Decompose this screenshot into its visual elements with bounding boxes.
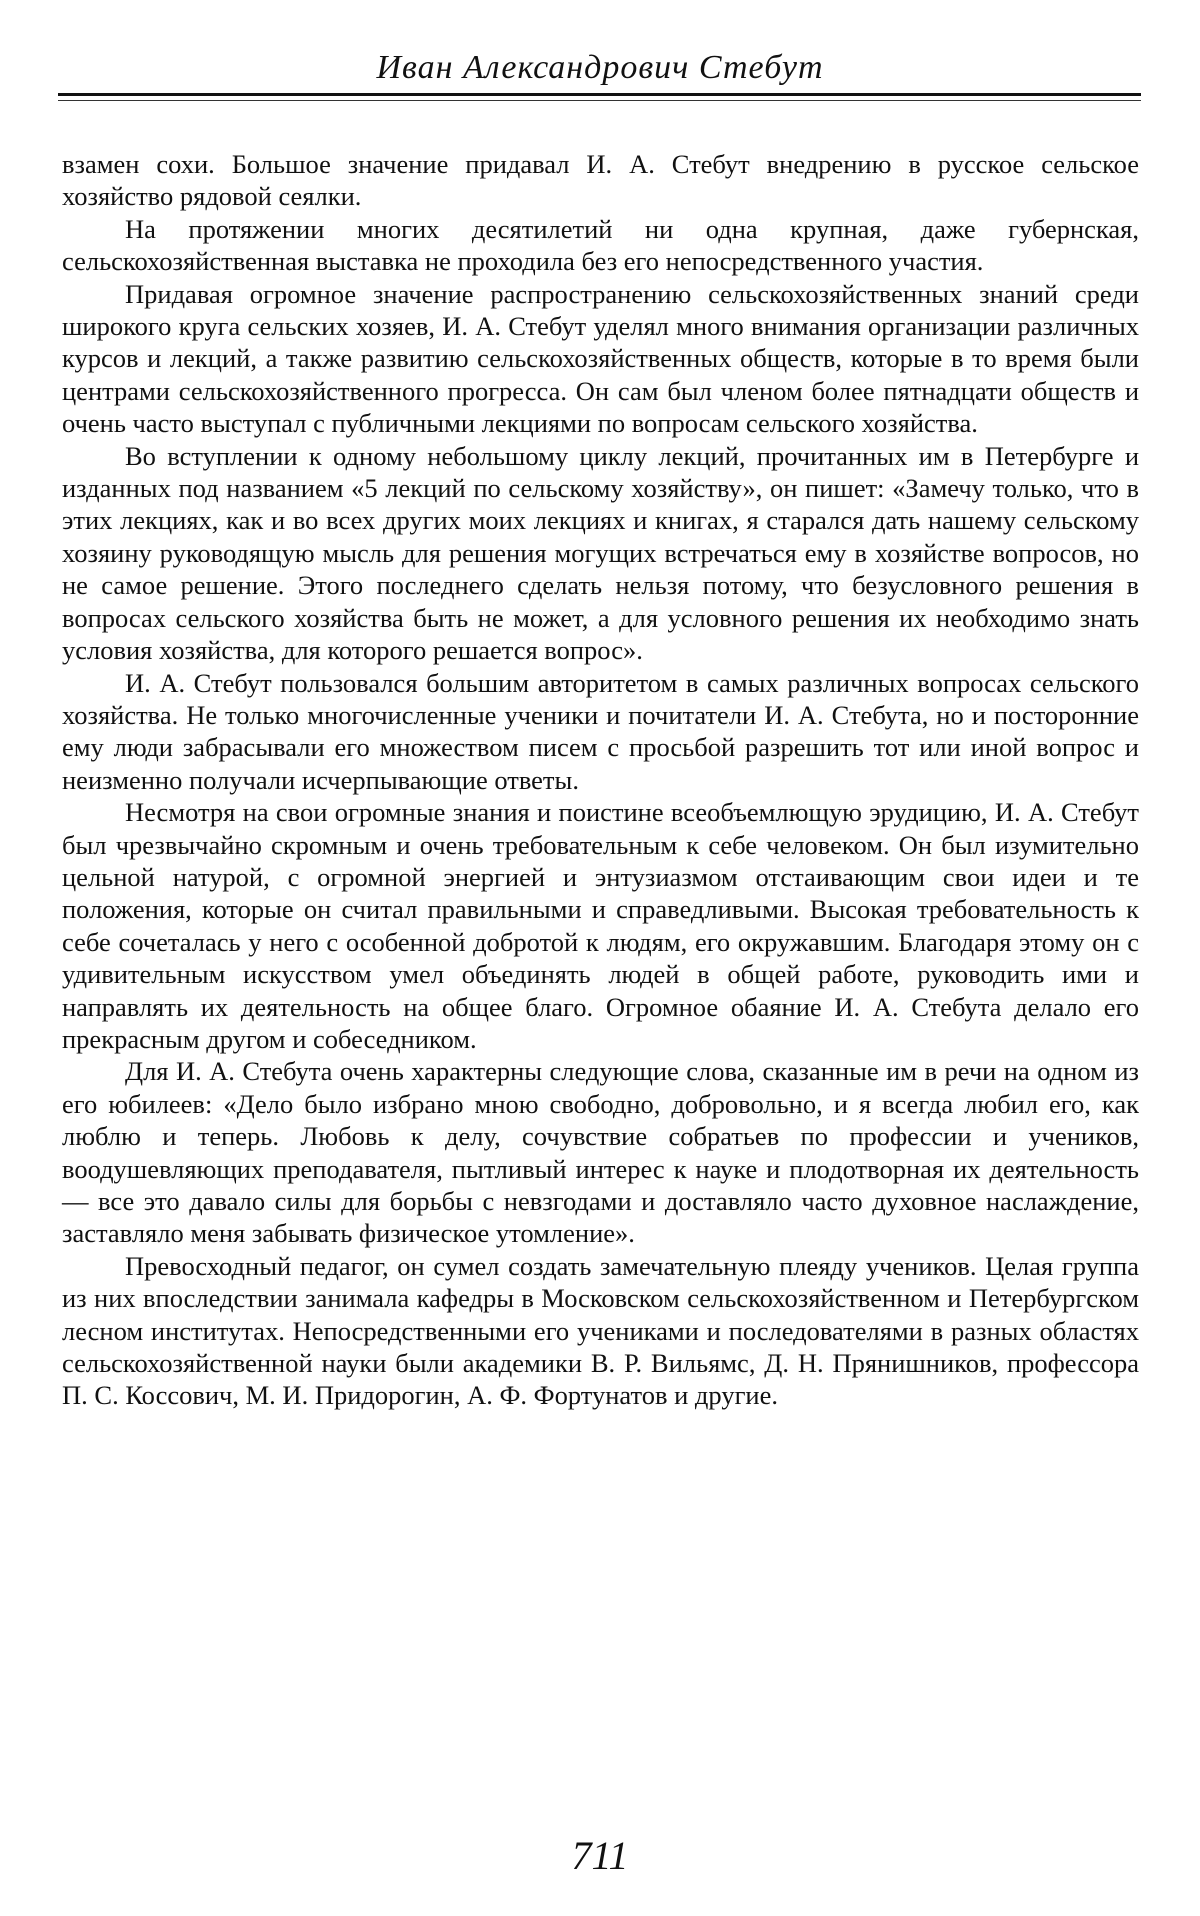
- header-rule-thin: [58, 100, 1141, 101]
- paragraph: Для И. А. Стебута очень характерны следующие слова, сказанные им в речи на одном из его юбилеев: «Дело было избрано мною свободно, добровольно, и я всегда любил его, как люблю и теперь. Любовь к делу, сочувствие собратьев по профессии и учеников, воодушевляющих преподавателя, пытливый интерес к науке и плодотворная их деятельность — все это давало силы для борьбы с невзгодами и доставляло часто духовное наслаждение, заставляло меня забывать физическое утомление».: [62, 1056, 1139, 1249]
- running-head: Иван Александрович Стебут: [376, 49, 824, 86]
- paragraph: На протяжении многих десятилетий ни одна крупная, даже губернская, сельскохозяйственная выставка не проходила без его непосредственного участия.: [62, 213, 1139, 277]
- paragraph: Придавая огромное значение распространению сельскохозяйственных знаний среди широкого круга сельских хозяев, И. А. Стебут уделял много внимания организации различных курсов и лекций, а также развитию сельскохозяйственных обществ, которые в то время были центрами сельскохозяйственного прогресса. Он сам был членом более пятнадцати обществ и очень часто выступал с публичными лекциями по вопросам сельского хозяйства.: [62, 278, 1139, 439]
- page-number: 711: [571, 1833, 629, 1878]
- body-text: [62, 148, 1139, 1412]
- paragraph-continuation: взамен сохи. Большое значение придавал И. А. Стебут внедрению в русское сельское хозяйство рядовой сеялки.: [62, 149, 1139, 212]
- paragraph: Во вступлении к одному небольшому циклу лекций, прочитанных им в Петербурге и изданных под названием «5 лекций по сельскому хозяйству», он пишет: «Замечу только, что в этих лекциях, как и во всех других моих лекциях и книгах, я старался дать нашему сельскому хозяину руководящую мысль для решения могущих встречаться ему в хозяйстве вопросов, но не самое решение. Этого последнего сделать нельзя потому, что безусловного решения в вопросах сельского хозяйства быть не может, а для условного решения их необходимо знать условия хозяйства, для которого решается вопрос».: [62, 440, 1139, 666]
- paragraph: Несмотря на свои огромные знания и поистине всеобъемлющую эрудицию, И. А. Стебут был чрезвычайно скромным и очень требовательным к себе человеком. Он был изумительно цельной натурой, с огромной энергией и энтузиазмом отстаивающим свои идеи и те положения, которые он считал правильными и справедливыми. Высокая требовательность к себе сочеталась у него с особенной добротой к людям, его окружавшим. Благодаря этому он с удивительным искусством умел объединять людей в общей работе, руководить ими и направлять их деятельность на общее благо. Огромное обаяние И. А. Стебута делало его прекрасным другом и собеседником.: [62, 797, 1139, 1054]
- header-rule-thick: [58, 93, 1141, 96]
- paragraph: Превосходный педагог, он сумел создать замечательную плеяду учеников. Целая группа из них впоследствии занимала кафедры в Московском сельскохозяйственном и Петербургском лесном институтах. Непосредственными его учениками и последователями в разных областях сельскохозяйственной науки были академики В. Р. Вильямс, Д. Н. Прянишников, профессора П. С. Коссович, М. И. Придорогин, А. Ф. Фортунатов и другие.: [62, 1250, 1139, 1411]
- paragraph: И. А. Стебут пользовался большим авторитетом в самых различных вопросах сельского хозяйства. Не только многочисленные ученики и почитатели И. А. Стебута, но и посторонние ему люди забрасывали его множеством писем с просьбой разрешить тот или иной вопрос и неизменно получали исчерпывающие ответы.: [62, 667, 1139, 795]
